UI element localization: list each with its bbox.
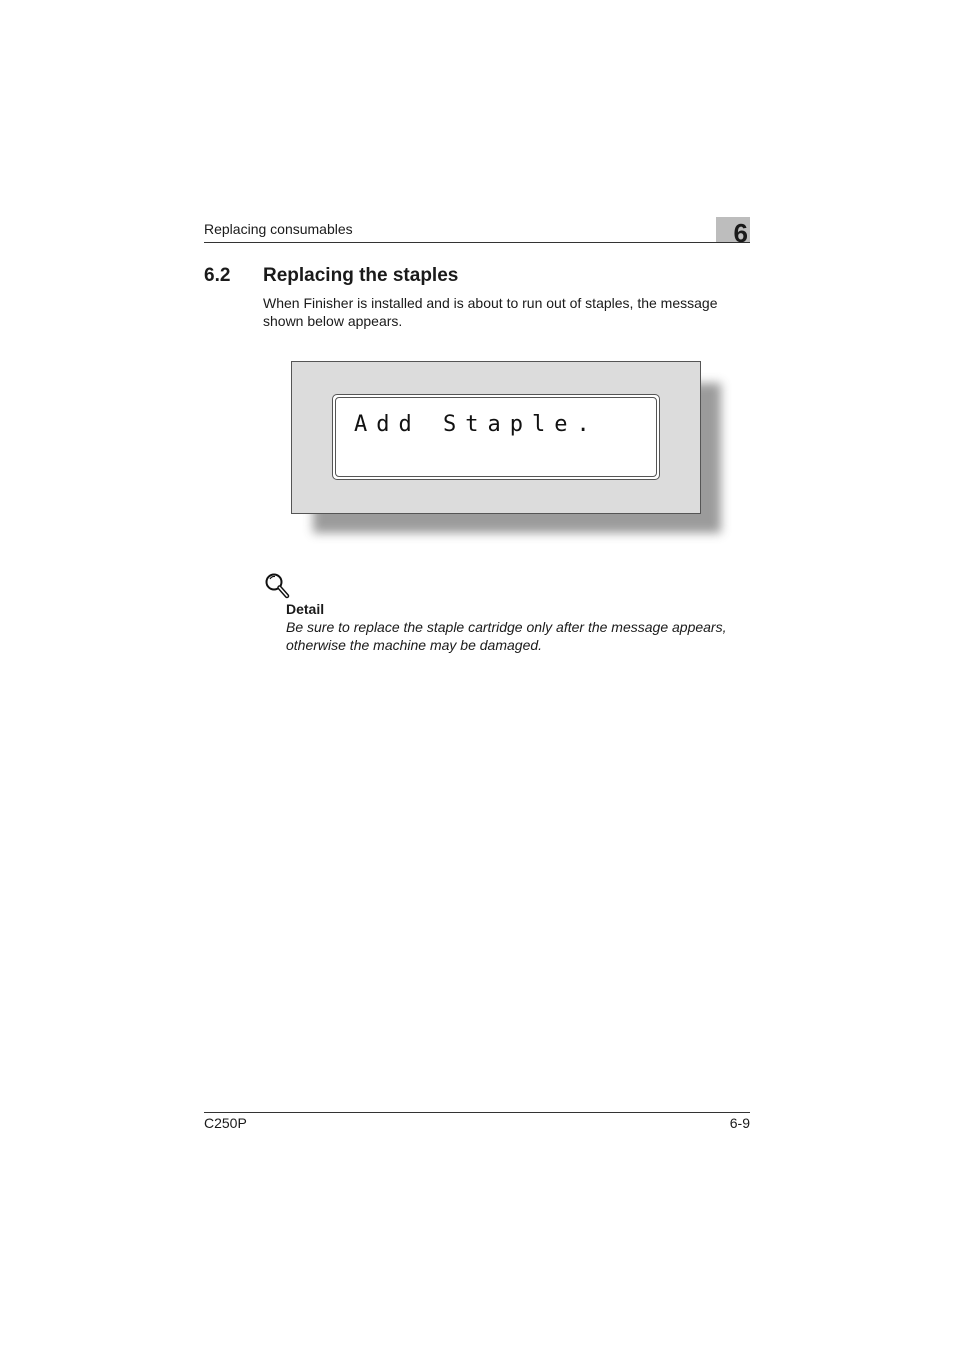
footer-model: C250P	[204, 1115, 247, 1131]
section-number: 6.2	[204, 265, 231, 286]
intro-paragraph: When Finisher is installed and is about to run out of staples, the message shown below appears.	[263, 295, 718, 329]
magnifier-icon	[264, 572, 290, 600]
running-header	[204, 218, 750, 248]
lcd-message: Add Staple.	[354, 412, 599, 437]
lcd-display	[332, 394, 660, 480]
detail-text: Be sure to replace the staple cartridge only after the message appears, otherwise the machine may be damaged.	[286, 619, 727, 653]
section-title: Replacing the staples	[263, 265, 459, 286]
detail-label: Detail	[286, 601, 325, 617]
footer-page-number: 6-9	[729, 1115, 750, 1131]
lcd-screen	[335, 397, 657, 477]
header-section-title: Replacing consumables	[204, 221, 353, 237]
chapter-number: 6	[733, 218, 748, 248]
section-heading	[204, 265, 458, 287]
page-footer	[204, 1112, 750, 1137]
control-panel-illustration	[291, 361, 701, 514]
